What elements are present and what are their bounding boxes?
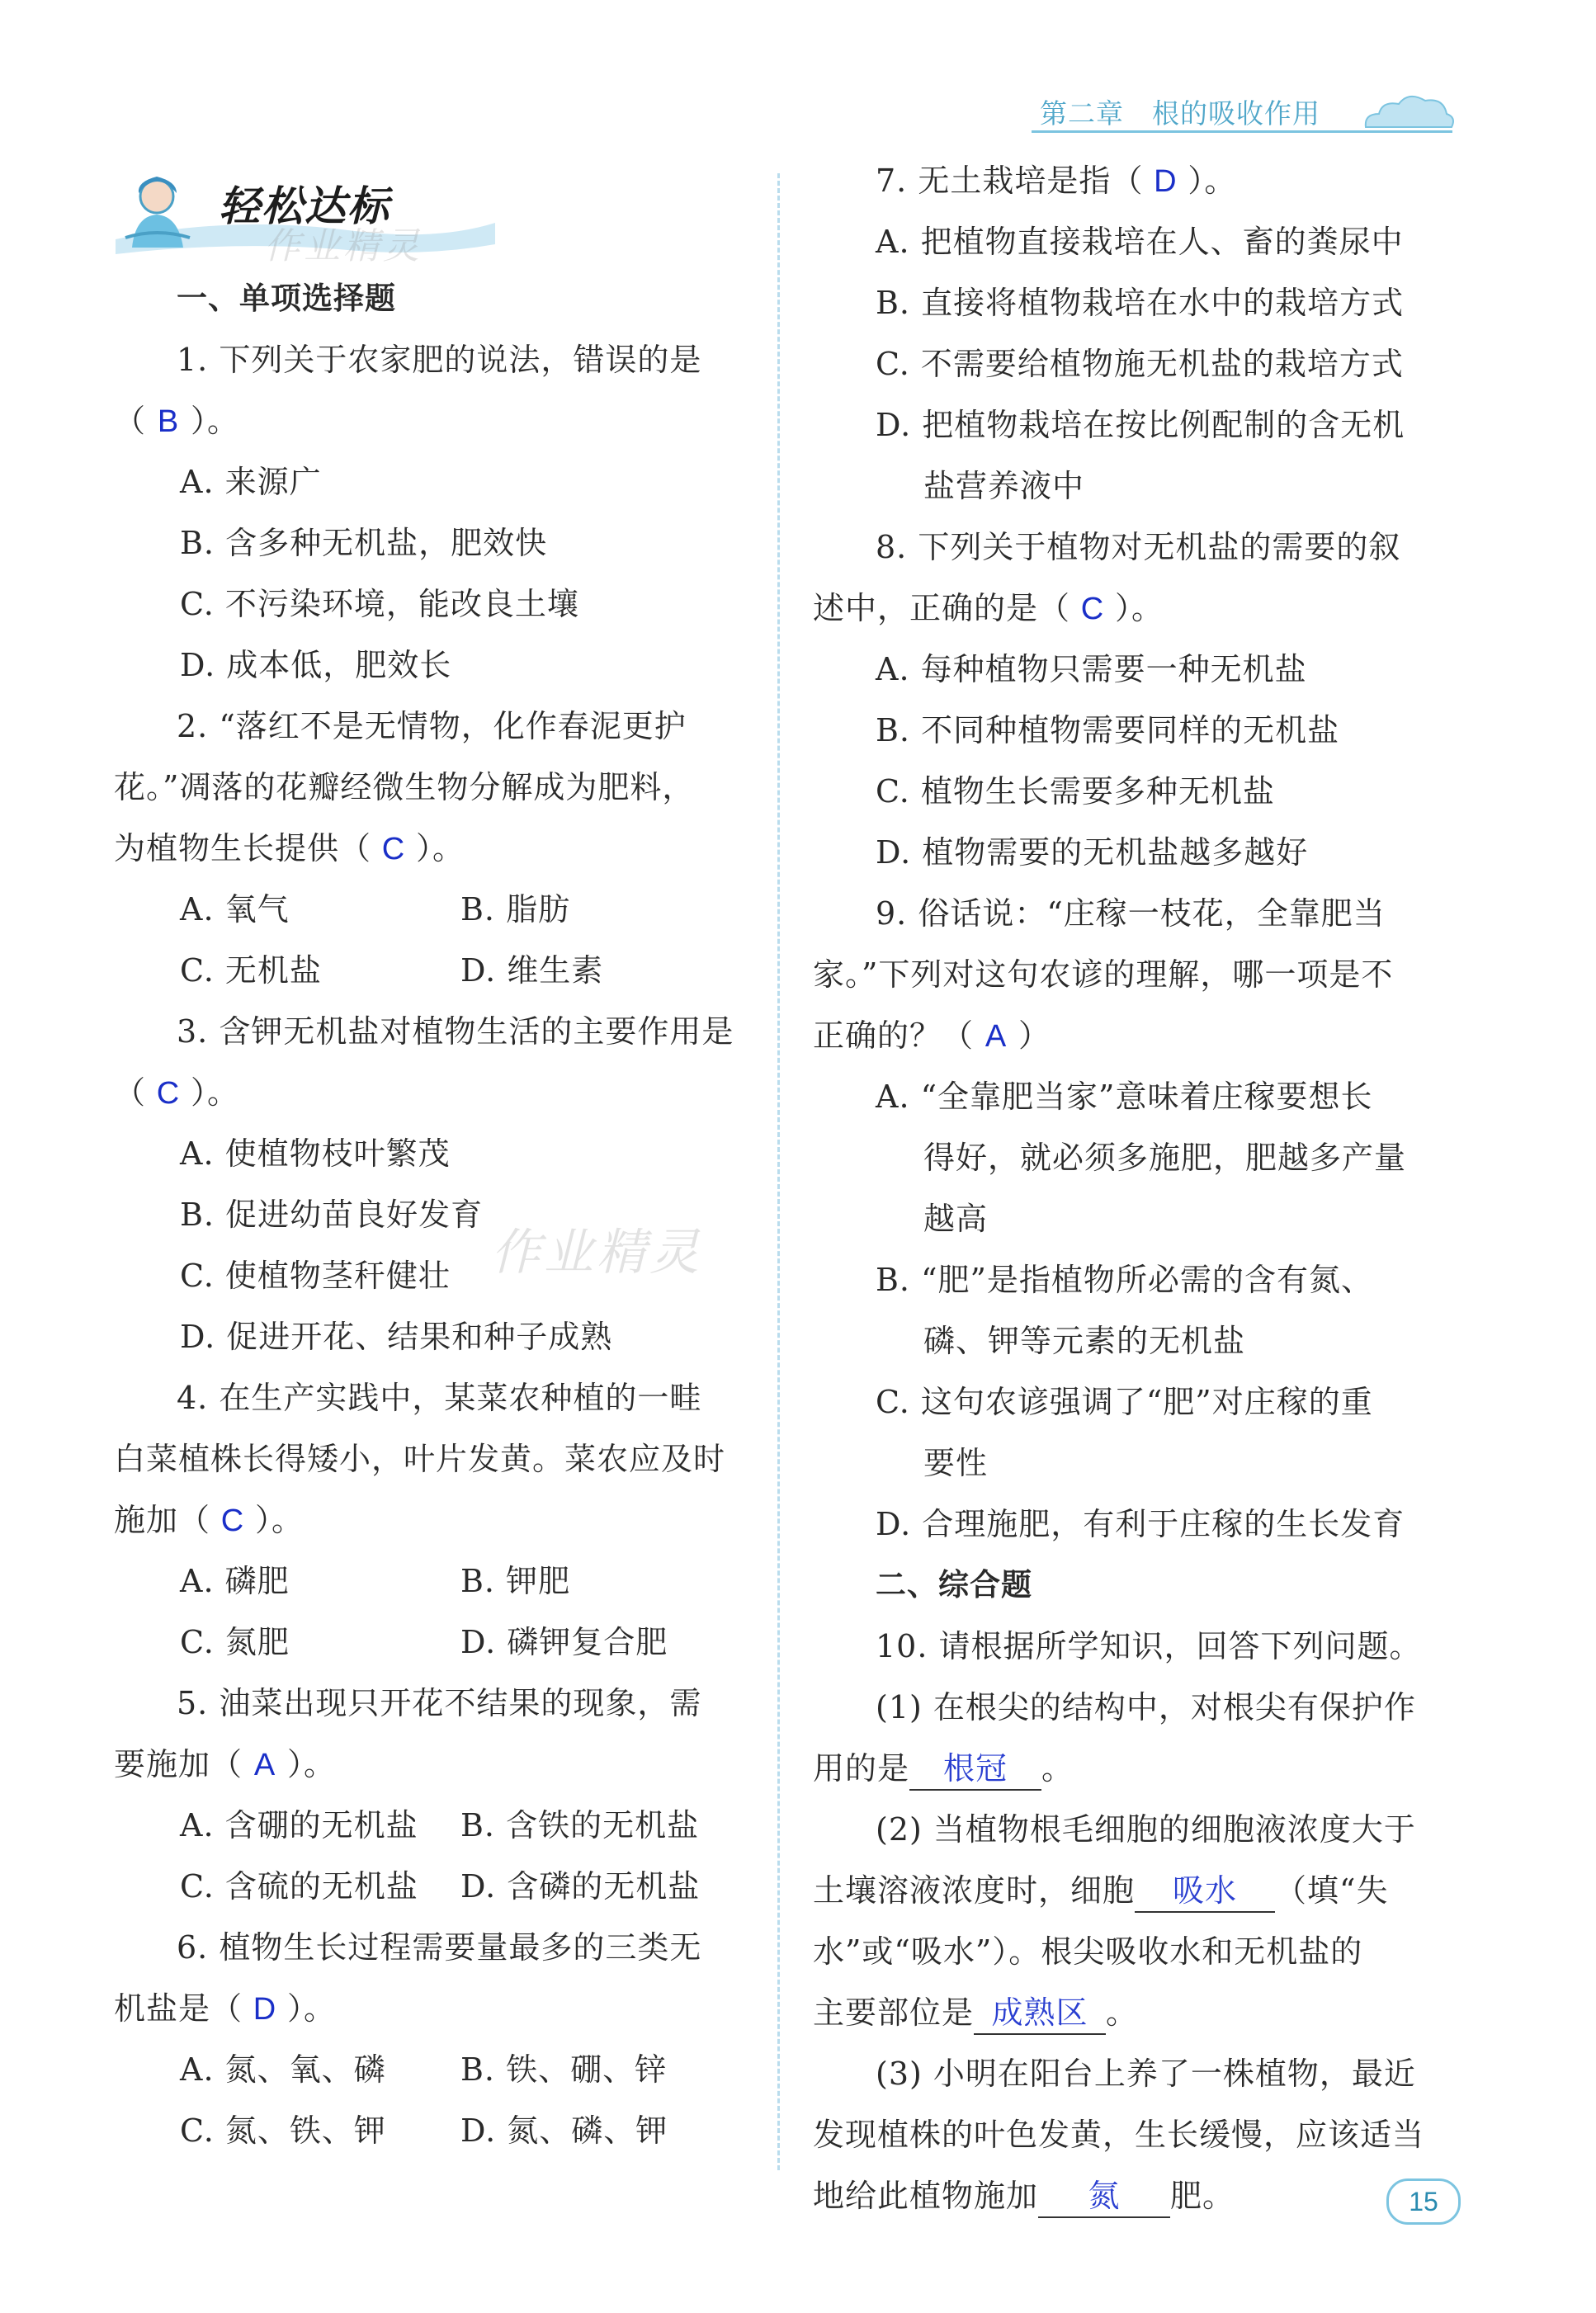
section-single-choice: 一、单项选择题	[177, 281, 396, 316]
q7-option-d-cont: 盐营养液中	[923, 468, 1085, 504]
q4-line2: 白菜植株长得矮小，叶片发黄。菜农应及时	[114, 1441, 726, 1477]
q10-part2-line1: (2) 当植物根毛细胞的细胞液浓度大于	[876, 1811, 1416, 1848]
chapter-title: 第二章 根的吸收作用	[1040, 97, 1320, 130]
q5-line2: 要施加（ A ）。	[114, 1734, 749, 1795]
q3-option-d: D. 促进开花、结果和种子成熟	[180, 1319, 613, 1355]
q2-options-ab	[114, 879, 749, 940]
q1-option-d: D. 成本低，肥效长	[180, 647, 452, 683]
right-column	[813, 150, 1452, 2226]
q10-part1-answer: 根冠	[909, 1748, 1041, 1791]
q4-answer: C	[220, 1503, 245, 1538]
q4-option-c: C. 氮肥	[180, 1624, 290, 1660]
page-number: 15	[1386, 2178, 1461, 2225]
q2-answer: C	[381, 832, 406, 866]
q3-stem: 3. 含钾无机盐对植物生活的主要作用是	[177, 1013, 734, 1050]
q8-line2: 述中，正确的是（ C ）。	[813, 578, 1452, 639]
section-comprehensive: 二、综合题	[876, 1567, 1032, 1603]
q2-options-cd	[114, 940, 749, 1001]
left-column	[114, 268, 749, 2161]
q1-answer: B	[157, 404, 180, 439]
q4-option-d: D. 磷钾复合肥	[460, 1624, 668, 1660]
watermark-top: 作业精灵	[264, 225, 423, 267]
q1-option-b: B. 含多种无机盐，肥效快	[180, 525, 548, 561]
q6-option-c: C. 氮、铁、钾	[180, 2112, 386, 2149]
q10-part2-answer: 吸水	[1135, 1870, 1275, 1913]
q10-part3-answer: 氮	[1038, 2175, 1170, 2218]
q8-option-b: B. 不同种植物需要同样的无机盐	[876, 712, 1340, 748]
q8-option-a: A. 每种植物只需要一种无机盐	[876, 651, 1307, 687]
q7-option-c: C. 不需要给植物施无机盐的栽培方式	[876, 346, 1404, 382]
header-rule	[1032, 130, 1452, 133]
q6-line1: 6. 植物生长过程需要量最多的三类无	[177, 1929, 702, 1966]
q3-option-a: A. 使植物枝叶繁茂	[180, 1135, 451, 1172]
q1-answer-line: （ B ）。	[114, 390, 749, 451]
column-divider	[777, 173, 780, 2170]
q8-line1: 8. 下列关于植物对无机盐的需要的叙	[876, 529, 1401, 565]
q7-answer: D	[1154, 164, 1178, 199]
q6-option-d: D. 氮、磷、钾	[460, 2112, 668, 2149]
q9-option-a: A. “全靠肥当家”意味着庄稼要想长	[876, 1079, 1373, 1115]
q4-option-a: A. 磷肥	[180, 1563, 290, 1599]
q3-answer-line: （ C ）。	[114, 1062, 749, 1123]
q8-answer: C	[1080, 592, 1105, 626]
q6-options-ab	[114, 2039, 749, 2100]
q9-answer: A	[985, 1019, 1008, 1054]
q10-stem: 10. 请根据所学知识，回答下列问题。	[876, 1628, 1422, 1664]
q8-option-d: D. 植物需要的无机盐越多越好	[876, 834, 1309, 871]
q10-part2-line2: 土壤溶液浓度时，细胞 吸水 （填“失	[813, 1860, 1452, 1921]
q3-option-c: C. 使植物茎秆健壮	[180, 1258, 451, 1294]
q5-option-b: B. 含铁的无机盐	[460, 1807, 700, 1843]
q4-option-b: B. 钾肥	[460, 1563, 571, 1599]
chapter-header	[1032, 89, 1452, 132]
q10-part2-line4: 主要部位是 成熟区 。	[813, 1982, 1452, 2043]
q10-part3-line2: 发现植株的叶色发黄，生长缓慢，应该适当	[813, 2117, 1425, 2153]
q2-line2: 花。”凋落的花瓣经微生物分解成为肥料，	[114, 769, 695, 805]
q7-option-a: A. 把植物直接栽培在人、畜的粪尿中	[876, 224, 1404, 260]
q10-part1-line2: 用的是 根冠 。	[813, 1738, 1452, 1799]
q6-option-b: B. 铁、硼、锌	[460, 2051, 668, 2088]
q1-option-c: C. 不污染环境，能改良土壤	[180, 586, 579, 622]
q9-option-d: D. 合理施肥，有利于庄稼的生长发育	[876, 1506, 1405, 1542]
q5-options-ab	[114, 1795, 749, 1856]
q5-option-d: D. 含磷的无机盐	[460, 1868, 701, 1905]
q9-option-c: C. 这句农谚强调了“肥”对庄稼的重	[876, 1384, 1373, 1420]
q8-option-c: C. 植物生长需要多种无机盐	[876, 773, 1275, 810]
q2-option-b: B. 脂肪	[460, 891, 571, 928]
q9-line2: 家。”下列对这句农谚的理解，哪一项是不	[813, 956, 1394, 993]
watermark-middle: 作业精灵	[491, 1224, 702, 1282]
q9-line3: 正确的？（ A ）	[813, 1005, 1452, 1066]
q2-line1: 2. “落红不是无情物，化作春泥更护	[177, 708, 687, 744]
q9-option-b-cont: 磷、钾等元素的无机盐	[923, 1323, 1246, 1359]
q5-answer: A	[253, 1748, 276, 1782]
q6-line2: 机盐是（ D ）。	[114, 1978, 749, 2039]
q7-option-d: D. 把植物栽培在按比例配制的含无机	[876, 407, 1405, 443]
q6-options-cd	[114, 2100, 749, 2161]
q9-option-a-cont1: 得好，就必须多施肥，肥越多产量	[923, 1140, 1407, 1176]
q5-option-c: C. 含硫的无机盐	[180, 1868, 418, 1905]
q5-line1: 5. 油菜出现只开花不结果的现象，需	[177, 1685, 702, 1721]
q1-stem: 1. 下列关于农家肥的说法，错误的是	[177, 342, 702, 378]
q9-option-c-cont: 要性	[923, 1445, 989, 1481]
q5-options-cd	[114, 1856, 749, 1917]
q3-answer: C	[156, 1076, 181, 1111]
q10-part1-line1: (1) 在根尖的结构中，对根尖有保护作	[876, 1689, 1416, 1725]
q10-part2-line3: 水”或“吸水”）。根尖吸收水和无机盐的	[813, 1933, 1363, 1970]
cloud-icon	[1358, 89, 1457, 130]
q4-options-ab	[114, 1551, 749, 1612]
q9-option-b: B. “肥”是指植物所必需的含有氮、	[876, 1262, 1373, 1298]
q2-option-d: D. 维生素	[460, 952, 604, 989]
q2-line3: 为植物生长提供（ C ）。	[114, 818, 749, 879]
q10-part3-line1: (3) 小明在阳台上养了一株植物，最近	[876, 2056, 1416, 2092]
q9-line1: 9. 俗话说：“庄稼一枝花，全靠肥当	[876, 895, 1386, 932]
q5-option-a: A. 含硼的无机盐	[180, 1807, 418, 1843]
q3-option-b: B. 促进幼苗良好发育	[180, 1197, 484, 1233]
q2-option-a: A. 氧气	[180, 891, 290, 928]
q7-stem-line: 7. 无土栽培是指（ D ）。	[813, 150, 1452, 211]
q7-option-b: B. 直接将植物栽培在水中的栽培方式	[876, 285, 1405, 321]
q9-option-a-cont2: 越高	[923, 1201, 989, 1237]
q1-option-a: A. 来源广	[180, 464, 322, 500]
q4-options-cd	[114, 1612, 749, 1673]
q10-part3-line3: 地给此植物施加 氮 肥。	[813, 2165, 1452, 2226]
banner-title: 轻松达标	[219, 182, 390, 230]
q6-answer: D	[253, 1992, 277, 2027]
q4-line1: 4. 在生产实践中，某菜农种植的一畦	[177, 1380, 702, 1416]
q2-option-c: C. 无机盐	[180, 952, 322, 989]
q4-line3: 施加（ C ）。	[114, 1489, 749, 1551]
q10-part2-answer2: 成熟区	[974, 1992, 1106, 2035]
q6-option-a: A. 氮、氧、磷	[180, 2051, 386, 2088]
